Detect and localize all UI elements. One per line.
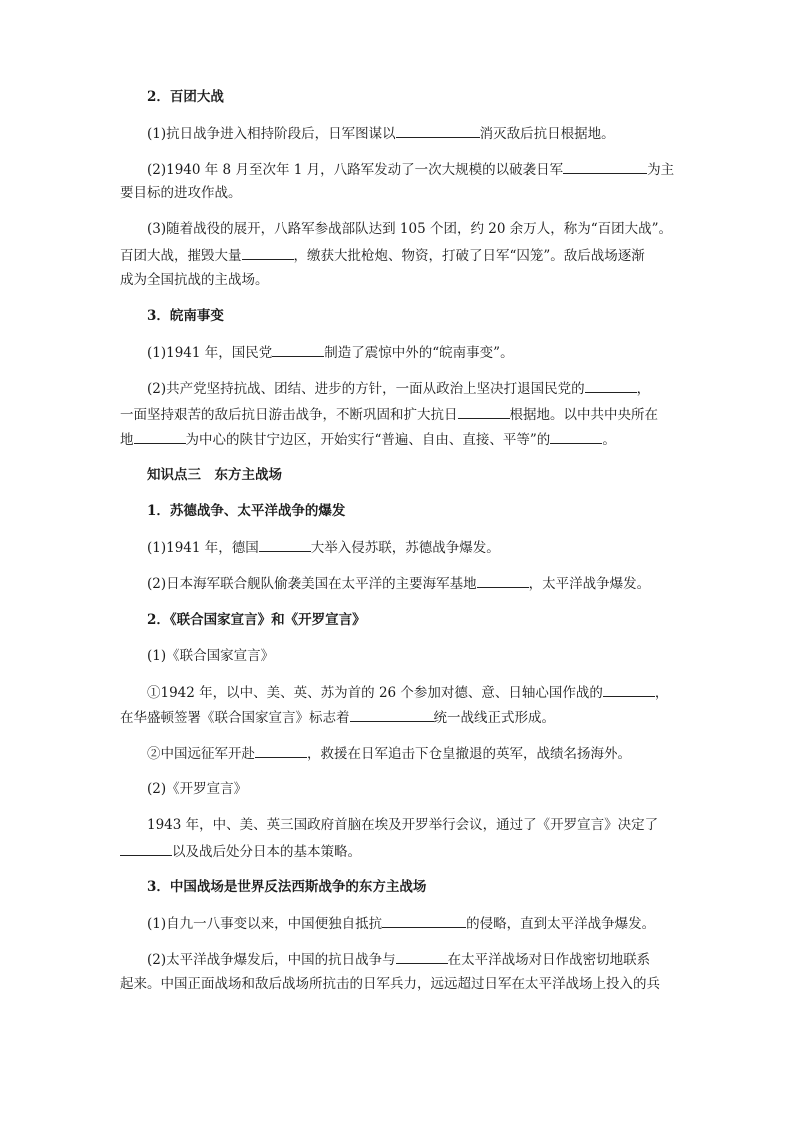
text-line [147, 646, 274, 666]
fill-in-blank [259, 537, 311, 552]
text-line [120, 183, 242, 203]
text-segment: 大举入侵苏联，苏德战争爆发。 [310, 540, 500, 556]
section-heading [147, 87, 224, 107]
text-segment: 制造了震惊中外的“皖南事变”。 [324, 345, 514, 361]
text-segment: 。 [602, 432, 616, 448]
text-line [147, 378, 650, 399]
fill-in-blank [550, 429, 602, 444]
text-segment: 3．中国战场是世界反法西斯战争的东方主战场 [147, 879, 427, 895]
text-segment: (2)《开罗宣言》 [147, 781, 248, 797]
fill-in-blank [134, 429, 186, 444]
text-segment: ②中国远征军开赴 [147, 746, 255, 762]
text-line [120, 404, 658, 425]
text-line [120, 245, 645, 266]
text-segment: 1．苏德战争、太平洋战争的爆发 [147, 503, 346, 519]
fill-in-blank [382, 913, 466, 928]
text-segment: 2．《联合国家宣言》和《开罗宣言》 [147, 612, 366, 628]
text-segment: 1943 年，中、美、英三国政府首脑在埃及开罗举行会议，通过了《开罗宣言》决定了 [147, 817, 659, 833]
fill-in-blank [563, 159, 647, 174]
text-segment: ， [636, 381, 651, 397]
text-segment: 要目标的进攻作战。 [120, 185, 242, 201]
text-segment: 3．皖南事变 [147, 308, 224, 324]
text-segment: 知识点三 东方主战场 [147, 467, 282, 483]
section-heading [147, 501, 345, 521]
text-segment: (1)1941 年，国民党 [147, 345, 273, 361]
text-segment: 成为全国抗战的主战场。 [120, 272, 269, 288]
text-line [147, 123, 615, 144]
fill-in-blank [477, 573, 529, 588]
text-segment: ①1942 年，以中、美、英、苏为首的 26 个参加对德、意、日轴心国作战的 [147, 685, 603, 701]
text-line [147, 949, 650, 970]
text-segment: 在太平洋战场对日作战密切地联系 [447, 952, 651, 968]
text-line [147, 159, 674, 180]
text-segment: (2)共产党坚持抗战、团结、进步的方针，一面从政治上坚决打退国民党的 [147, 381, 585, 397]
text-segment: ，救援在日军追击下仓皇撤退的英军，战绩名扬海外。 [307, 746, 631, 762]
text-line [120, 429, 616, 450]
fill-in-blank [350, 707, 434, 722]
text-line [120, 841, 361, 862]
text-line [147, 913, 655, 934]
text-line [147, 743, 631, 764]
fill-in-blank [396, 123, 480, 138]
text-segment: 为中心的陕甘宁边区，开始实行“普遍、自由、直接、平等”的 [185, 432, 551, 448]
text-line [147, 779, 247, 799]
section-heading [147, 306, 224, 326]
section-heading [147, 610, 366, 630]
text-line [147, 815, 658, 835]
text-line [120, 270, 269, 290]
text-segment: 地 [120, 432, 134, 448]
fill-in-blank [255, 743, 307, 758]
text-segment: 百团大战，摧毁大量 [120, 248, 242, 264]
text-segment: (1)1941 年，德国 [147, 540, 259, 556]
text-segment: 以及战后处分日本的基本策略。 [172, 844, 361, 860]
text-segment: 为主 [647, 162, 675, 178]
text-line [147, 537, 500, 558]
fill-in-blank [585, 378, 637, 393]
text-segment: (1)《联合国家宣言》 [147, 648, 275, 664]
text-segment: ，太平洋战争爆发。 [528, 576, 651, 592]
text-line [147, 573, 650, 594]
text-line [147, 682, 668, 703]
text-line [120, 974, 660, 994]
fill-in-blank [120, 841, 172, 856]
text-segment: 一面坚持艰苦的敌后抗日游击战争，不断巩固和扩大抗日 [120, 407, 458, 423]
text-segment: 统一战线正式形成。 [433, 710, 555, 726]
text-segment: (1)抗日战争进入相持阶段后，日军图谋以 [147, 126, 396, 142]
section-heading [147, 877, 426, 897]
text-segment: (1)自九一八事变以来，中国便独自抵抗 [147, 916, 383, 932]
text-segment: (2)日本海军联合舰队偷袭美国在太平洋的主要海军基地 [147, 576, 477, 592]
text-segment: 起来。中国正面战场和敌后战场所抗击的日军兵力，远远超过日军在太平洋战场上投入的兵 [120, 976, 660, 992]
fill-in-blank [396, 949, 448, 964]
text-segment: 2．百团大战 [147, 89, 224, 105]
text-segment: (3)随着战役的展开，八路军参战部队达到 105 个团，约 20 余万人，称为“百团大战”。 [147, 221, 673, 237]
text-segment: 消灭敌后抗日根据地。 [479, 126, 615, 142]
text-segment: 在华盛顿签署《联合国家宣言》标志着 [120, 710, 350, 726]
text-line [147, 342, 514, 363]
text-segment: 根据地。以中共中央所在 [509, 407, 658, 423]
text-segment: ，缴获大批枪炮、物资，打破了日军“囚笼”。敌后战场逐渐 [293, 248, 645, 264]
text-segment: (2)太平洋战争爆发后，中国的抗日战争与 [147, 952, 396, 968]
fill-in-blank [272, 342, 324, 357]
fill-in-blank [603, 682, 655, 697]
text-segment: (2)1940 年 8 月至次年 1 月，八路军发动了一次大规模的以破袭日军 [147, 162, 564, 178]
section-heading [147, 465, 282, 485]
text-segment: 的侵略，直到太平洋战争爆发。 [466, 916, 656, 932]
fill-in-blank [458, 404, 510, 419]
fill-in-blank [242, 245, 294, 260]
text-line [147, 219, 672, 239]
text-segment: ， [654, 685, 669, 701]
text-line [120, 707, 555, 728]
